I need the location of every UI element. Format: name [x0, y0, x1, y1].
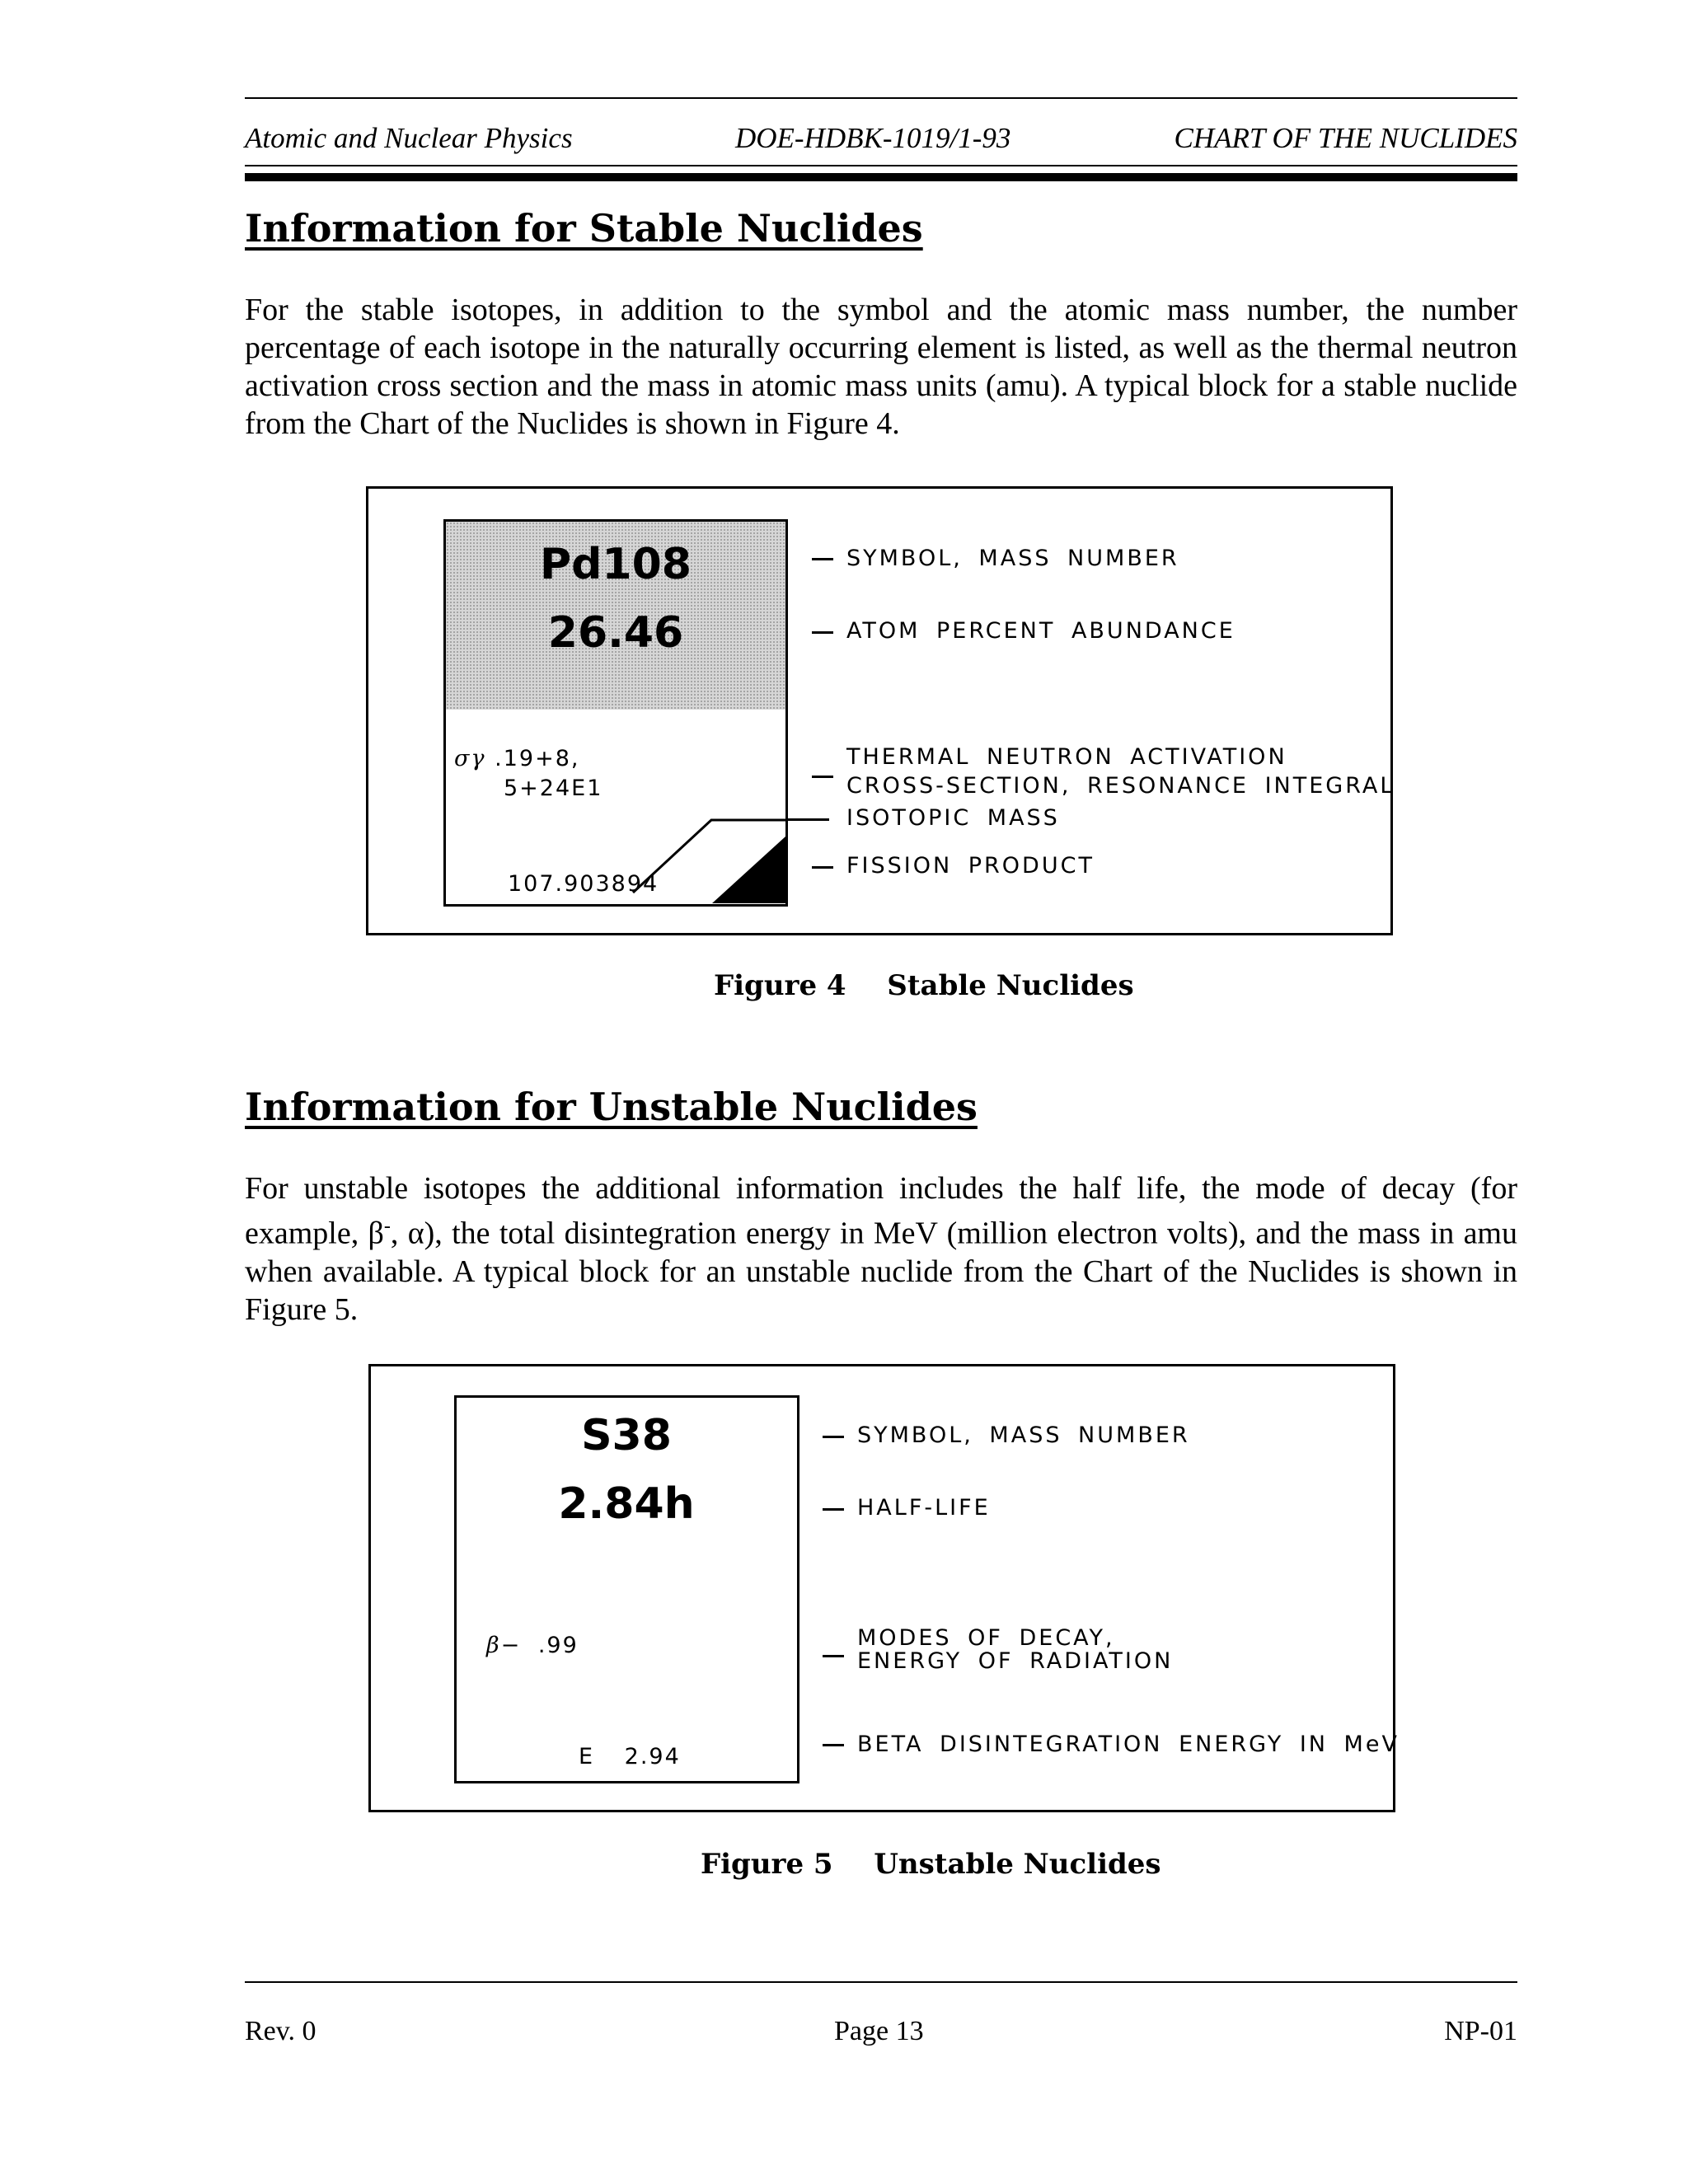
isotopic-mass-value: 107.903894 — [508, 871, 659, 897]
footer-page-number: Page 13 — [834, 2016, 924, 2046]
figure5-caption-number: Figure 5 — [701, 1848, 833, 1881]
header-left: Atomic and Nuclear Physics — [245, 122, 573, 154]
label-isotopic-mass: ISOTOPIC MASS — [846, 805, 1060, 831]
cross-section-line2: 5+24E1 — [504, 776, 603, 801]
paragraph-unstable — [245, 1169, 1517, 1329]
dash-decay — [823, 1655, 844, 1657]
paragraph-unstable-part2: , α), the total disintegration energy in MeV (million electron volts), and the mass in amu when available. A typical block for an unstable nuclide from the Chart of the Nuclides is shown in Figure 5. — [245, 1216, 1517, 1327]
label-decay-2: ENERGY OF RADIATION — [857, 1648, 1174, 1674]
section-title-stable: Information for Stable Nuclides — [245, 206, 923, 251]
label-cross-section-2: CROSS-SECTION, RESONANCE INTEGRAL — [846, 773, 1395, 799]
nuclide-symbol: Pd108 — [540, 540, 692, 589]
figure5-frame — [368, 1364, 1400, 1812]
beta-minus-symbol: β− — [486, 1633, 522, 1658]
decay-energy-value: .99 — [537, 1633, 579, 1658]
header-right: CHART OF THE NUCLIDES — [1174, 122, 1517, 154]
label-abundance: ATOM PERCENT ABUNDANCE — [846, 618, 1236, 644]
header-center: DOE-HDBK-1019/1-93 — [735, 122, 1011, 154]
label-symbol-mass: SYMBOL, MASS NUMBER — [857, 1422, 1190, 1448]
section-title-unstable: Information for Unstable Nuclides — [245, 1085, 978, 1129]
footer-rule — [245, 1981, 1517, 1983]
footer-document-code: NP-01 — [1444, 2016, 1517, 2046]
paragraph-stable: For the stable isotopes, in addition to the symbol and the atomic mass number, the number percentage of each isotope in the naturally occurring element is listed, as well as the thermal neutron activation cross section and the mass in atomic mass units (amu). A typical block for a stable nuclide from the Chart of the Nuclides is shown in Figure 4. — [245, 293, 1517, 441]
paragraph-unstable-part1: For unstable isotopes the additional information includes the half life, the mode of decay (for example, β — [245, 1171, 1517, 1251]
label-decay-1: MODES OF DECAY, — [857, 1625, 1115, 1651]
figure5-caption — [701, 1848, 1161, 1881]
figure4-caption-title: Stable Nuclides — [887, 969, 1134, 1002]
pd108-nuclide-block — [443, 519, 788, 907]
dash-symbol — [823, 1436, 844, 1438]
label-fission-product: FISSION PRODUCT — [846, 853, 1095, 879]
figure4-caption — [714, 969, 1134, 1002]
figure4-caption-number: Figure 4 — [714, 969, 846, 1002]
s38-nuclide-block — [454, 1395, 799, 1783]
nuclide-symbol: S38 — [581, 1411, 672, 1460]
cross-section-line1: .19+8, — [495, 746, 580, 771]
figure4-frame — [366, 486, 1393, 935]
figure5-caption-title: Unstable Nuclides — [874, 1848, 1161, 1881]
label-symbol-mass: SYMBOL, MASS NUMBER — [846, 546, 1179, 571]
dash-half-life — [823, 1508, 844, 1511]
dash-beta-energy — [823, 1744, 844, 1746]
nuclide-half-life: 2.84h — [558, 1479, 695, 1529]
dash-cross-section — [812, 776, 833, 778]
beta-superscript: - — [383, 1216, 391, 1237]
header-bottom-rule-thick — [245, 173, 1517, 181]
label-cross-section-1: THERMAL NEUTRON ACTIVATION — [846, 744, 1287, 770]
header-bottom-rule-thin — [245, 165, 1517, 166]
decay-mode-values — [486, 1633, 579, 1658]
isotopic-mass-leader — [788, 818, 829, 821]
energy-prefix: E — [579, 1744, 595, 1769]
disintegration-energy — [579, 1744, 681, 1769]
label-beta-energy: BETA DISINTEGRATION ENERGY IN MeV — [857, 1732, 1400, 1757]
dash-abundance — [812, 631, 833, 634]
footer-revision: Rev. 0 — [245, 2016, 316, 2046]
dash-symbol — [812, 558, 833, 560]
header-top-rule — [245, 97, 1517, 99]
nuclide-abundance: 26.46 — [547, 608, 684, 658]
energy-value: 2.94 — [624, 1744, 681, 1769]
sigma-gamma-symbol: σγ — [454, 746, 486, 771]
fission-product-marker — [443, 519, 788, 907]
label-half-life: HALF-LIFE — [857, 1495, 991, 1521]
dash-fission — [812, 866, 833, 869]
